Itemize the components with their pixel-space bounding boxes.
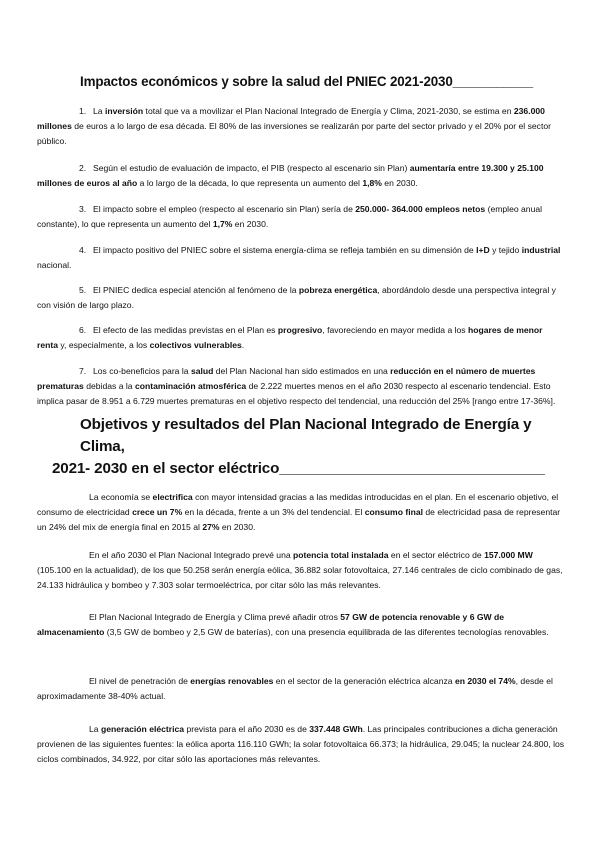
seg: La economía se — [89, 492, 153, 502]
paragraph-installed-power — [37, 548, 565, 593]
paragraph-generation — [37, 722, 565, 767]
seg: consumo final — [364, 507, 424, 517]
seg: potencia total instalada — [293, 550, 389, 560]
seg: y tejido — [489, 245, 522, 255]
seg: de euros a lo largo de esa década. El 80% de las inversiones se realizarán por parte del sector privado y el 20% por el sector público. — [37, 121, 552, 146]
seg: de 2.222 muertes menos en el año 2030 respecto al escenario tendencial. Esto implica pasar de 8.951 a 6.729 muertes prematuras en el objetivo respecto del tendencial, una reducción del 25% [rango entre 17-36%]. — [37, 381, 556, 406]
numbered-item-4 — [37, 243, 565, 273]
seg: , desde el aproximadamente 38-40% actual. — [37, 676, 553, 701]
seg: total que va a movilizar el Plan Nacional Integrado de Energía y Clima, 2021-2030, se estima en — [143, 106, 514, 116]
seg: . Las principales contribuciones a dicha generación provienen de las siguientes fuentes: la eólica aporta 116.110 GWh; la solar fotovoltaica 66.373; la hidráulica, 29.045; la nuclear 24.800, los ciclos combinados, 34.922, por citar sólo las aportaciones más relevantes. — [37, 724, 565, 764]
seg: en el sector eléctrico de — [388, 550, 485, 560]
seg: 250.000- 364.000 empleos netos — [355, 204, 486, 214]
seg: debidas a la — [83, 381, 135, 391]
item-number: 5. — [79, 285, 87, 295]
item-number: 3. — [79, 204, 87, 214]
seg: Según el estudio de evaluación de impacto, el PIB (respecto al escenario sin Plan) — [93, 163, 410, 173]
seg: contaminación atmosférica — [134, 381, 247, 391]
seg: aumentaría entre 19.300 y 25.100 millones de euros al año — [37, 163, 544, 188]
seg: a lo largo de la década, lo que representa un aumento del — [137, 178, 363, 188]
section2-title-line2: 2021- 2030 en el sector eléctrico________________________________ — [52, 460, 545, 477]
seg: 337.448 GWh — [309, 724, 363, 734]
seg: (empleo anual constante), lo que representa un aumento del — [37, 204, 543, 229]
seg: energías renovables — [190, 676, 274, 686]
seg: reducción en el número de muertes prematuras — [37, 366, 536, 391]
seg: (105.100 en la actualidad), de los que 50.258 serán energía eólica, 36.882 solar fotovoltaica, 27.146 centrales de ciclo combinado de gas, 24.133 hidráulica y bombeo y 7.303 solar termoeléctrica, por citar sólo las más relevantes. — [37, 565, 563, 590]
seg: , favoreciendo en mayor medida a los — [322, 325, 468, 335]
seg: en 2030. — [219, 522, 256, 532]
numbered-item-1 — [37, 104, 565, 149]
seg: 1,8% — [362, 178, 382, 188]
paragraph-electrification — [37, 490, 565, 535]
numbered-item-5 — [37, 283, 565, 313]
seg: 57 GW de potencia renovable y 6 GW de almacenamiento — [37, 612, 505, 637]
seg: de electricidad pasa de representar un 24% del mix de energía final en 2015 al — [37, 507, 561, 532]
seg: en 2030 el 74% — [454, 676, 516, 686]
paragraph-renewable-penetration — [37, 674, 565, 704]
seg: pobreza energética — [298, 285, 378, 295]
seg: inversión — [104, 106, 144, 116]
seg: 236.000 millones — [37, 106, 545, 131]
numbered-item-3 — [37, 202, 565, 232]
seg: El impacto positivo del PNIEC sobre el sistema energía-clima se refleja también en su dimensión de — [93, 245, 477, 255]
seg: El nivel de penetración de — [89, 676, 191, 686]
item-number: 4. — [79, 245, 87, 255]
numbered-item-6 — [37, 323, 565, 353]
seg: colectivos vulnerables — [149, 340, 242, 350]
seg: con mayor intensidad gracias a las medidas introducidas en el plan. En el escenario objetivo, el consumo de electricidad — [37, 492, 559, 517]
seg: del Plan Nacional han sido estimados en una — [213, 366, 391, 376]
seg: 27% — [202, 522, 220, 532]
seg: La — [93, 106, 105, 116]
seg: I+D — [476, 245, 490, 255]
seg: . — [241, 340, 245, 350]
seg: , abordándolo desde una perspectiva integral y con visión de largo plazo. — [37, 285, 556, 310]
seg: y, especialmente, a los — [58, 340, 150, 350]
seg: en el sector de la generación eléctrica alcanza — [273, 676, 455, 686]
seg: en 2030. — [381, 178, 418, 188]
seg: El Plan Nacional Integrado de Energía y Clima prevé añadir otros — [89, 612, 341, 622]
item-number: 6. — [79, 325, 87, 335]
seg: El PNIEC dedica especial atención al fenómeno de la — [93, 285, 299, 295]
seg: en la década, frente a un 3% del tendencial. El — [182, 507, 365, 517]
numbered-item-2 — [37, 161, 565, 191]
seg: nacional. — [37, 260, 72, 270]
seg: generación eléctrica — [100, 724, 185, 734]
seg: progresivo — [277, 325, 323, 335]
seg: crece un 7% — [132, 507, 183, 517]
seg: En el año 2030 el Plan Nacional Integrado prevé una — [89, 550, 294, 560]
seg: El impacto sobre el empleo (respecto al escenario sin Plan) sería de — [93, 204, 356, 214]
section2-title — [52, 414, 580, 480]
seg: La — [89, 724, 101, 734]
seg: salud — [190, 366, 214, 376]
seg: industrial — [521, 245, 561, 255]
seg: Los co-beneficios para la — [93, 366, 191, 376]
seg: El efecto de las medidas previstas en el Plan es — [93, 325, 278, 335]
item-number: 2. — [79, 163, 87, 173]
item-number: 1. — [79, 106, 87, 116]
section1-title: Impactos económicos y sobre la salud del PNIEC 2021-2030___________ — [80, 74, 533, 89]
paragraph-renewable-capacity — [37, 610, 565, 640]
seg: (3,5 GW de bombeo y 2,5 GW de baterías), con una presencia equilibrada de las diferentes tecnologías renovables. — [104, 627, 549, 637]
item-number: 7. — [79, 366, 87, 376]
numbered-item-7 — [37, 364, 565, 409]
seg: hogares de menor renta — [37, 325, 543, 350]
seg: 1,7% — [212, 219, 233, 229]
seg: electrifica — [152, 492, 193, 502]
seg: prevista para el año 2030 es de — [184, 724, 310, 734]
seg: 157.000 MW — [484, 550, 533, 560]
section2-title-line1: Objetivos y resultados del Plan Nacional Integrado de Energía y Clima, — [80, 416, 532, 455]
seg: en 2030. — [232, 219, 269, 229]
